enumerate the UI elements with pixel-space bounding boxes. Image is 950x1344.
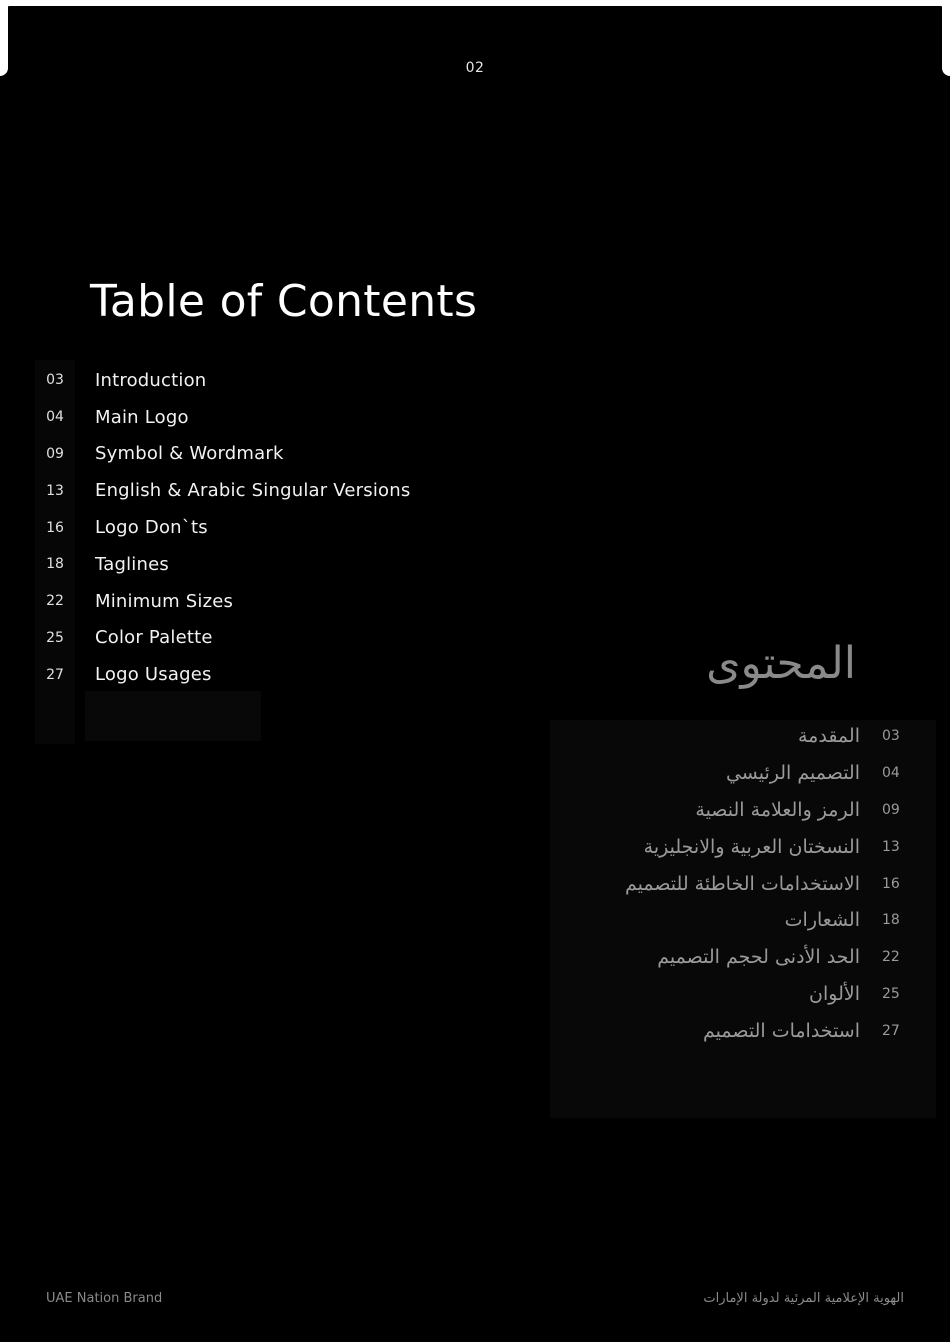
toc-page-number-ar: 25 <box>882 985 900 1002</box>
toc-label-ar: المقدمة <box>797 725 860 748</box>
toc-label-ar: الحد الأدنى لحجم التصميم <box>657 946 860 969</box>
toc-item-ar-singular-versions[interactable] <box>625 828 910 865</box>
toc-page-number: 04 <box>46 409 64 426</box>
toc-page-number: 13 <box>46 482 64 499</box>
toc-item-taglines[interactable] <box>35 546 410 583</box>
toc-label-ar: النسختان العربية والانجليزية <box>643 835 860 858</box>
toc-list-english <box>35 362 410 693</box>
toc-label-ar: الرمز والعلامة النصية <box>695 798 860 821</box>
toc-list-arabic <box>625 718 910 1049</box>
shade-panel <box>85 691 261 741</box>
document-page <box>0 6 950 1342</box>
toc-label: Introduction <box>95 369 207 391</box>
toc-item-main-logo[interactable] <box>35 399 410 436</box>
page-number: 02 <box>465 60 485 76</box>
toc-label-ar: التصميم الرئيسي <box>725 762 860 785</box>
toc-page-number: 03 <box>46 372 64 389</box>
toc-page-number: 27 <box>46 666 64 683</box>
toc-item-ar-logo-usages[interactable] <box>625 1012 910 1049</box>
toc-page-number-ar: 13 <box>882 838 900 855</box>
toc-item-singular-versions[interactable] <box>35 472 410 509</box>
toc-page-number-ar: 03 <box>882 728 900 745</box>
toc-page-number: 09 <box>46 445 64 462</box>
toc-item-introduction[interactable] <box>35 362 410 399</box>
toc-label: Logo Usages <box>95 664 212 686</box>
toc-page-number: 16 <box>46 519 64 536</box>
toc-page-number-ar: 04 <box>882 765 900 782</box>
toc-label: Taglines <box>95 553 169 575</box>
toc-page-number-ar: 16 <box>882 875 900 892</box>
toc-label: Logo Don`ts <box>95 517 208 539</box>
footer-brand-arabic: الهوية الإعلامية المرئية لدولة الإمارات <box>703 1291 904 1306</box>
toc-label-ar: الشعارات <box>784 909 860 932</box>
toc-item-minimum-sizes[interactable] <box>35 583 410 620</box>
toc-item-ar-logo-donts[interactable] <box>625 865 910 902</box>
page-title-arabic: المحتوى <box>706 638 856 689</box>
toc-page-number: 22 <box>46 593 64 610</box>
toc-page-number: 25 <box>46 629 64 646</box>
toc-label-ar: الاستخدامات الخاطئة للتصميم <box>624 872 860 895</box>
toc-item-logo-donts[interactable] <box>35 509 410 546</box>
page-title-english: Table of Contents <box>90 276 478 327</box>
toc-label: Main Logo <box>95 406 189 428</box>
toc-label-ar: استخدامات التصميم <box>703 1019 860 1042</box>
toc-item-ar-color-palette[interactable] <box>625 976 910 1013</box>
toc-item-ar-main-logo[interactable] <box>625 755 910 792</box>
toc-item-symbol-wordmark[interactable] <box>35 436 410 473</box>
toc-item-ar-introduction[interactable] <box>625 718 910 755</box>
toc-page-number: 18 <box>46 556 64 573</box>
toc-page-number-ar: 22 <box>882 949 900 966</box>
toc-page-number-ar: 18 <box>882 912 900 929</box>
toc-label: English & Arabic Singular Versions <box>95 480 411 502</box>
toc-label: Symbol & Wordmark <box>95 443 284 465</box>
toc-label-ar: الألوان <box>809 982 860 1005</box>
toc-item-ar-minimum-sizes[interactable] <box>625 939 910 976</box>
toc-item-ar-taglines[interactable] <box>625 902 910 939</box>
toc-item-logo-usages[interactable] <box>35 656 410 693</box>
toc-page-number-ar: 09 <box>882 801 900 818</box>
toc-item-color-palette[interactable] <box>35 620 410 657</box>
toc-page-number-ar: 27 <box>882 1022 900 1039</box>
toc-item-ar-symbol-wordmark[interactable] <box>625 792 910 829</box>
footer-brand-english: UAE Nation Brand <box>46 1291 163 1306</box>
toc-label: Minimum Sizes <box>95 590 234 612</box>
toc-label: Color Palette <box>95 627 213 649</box>
